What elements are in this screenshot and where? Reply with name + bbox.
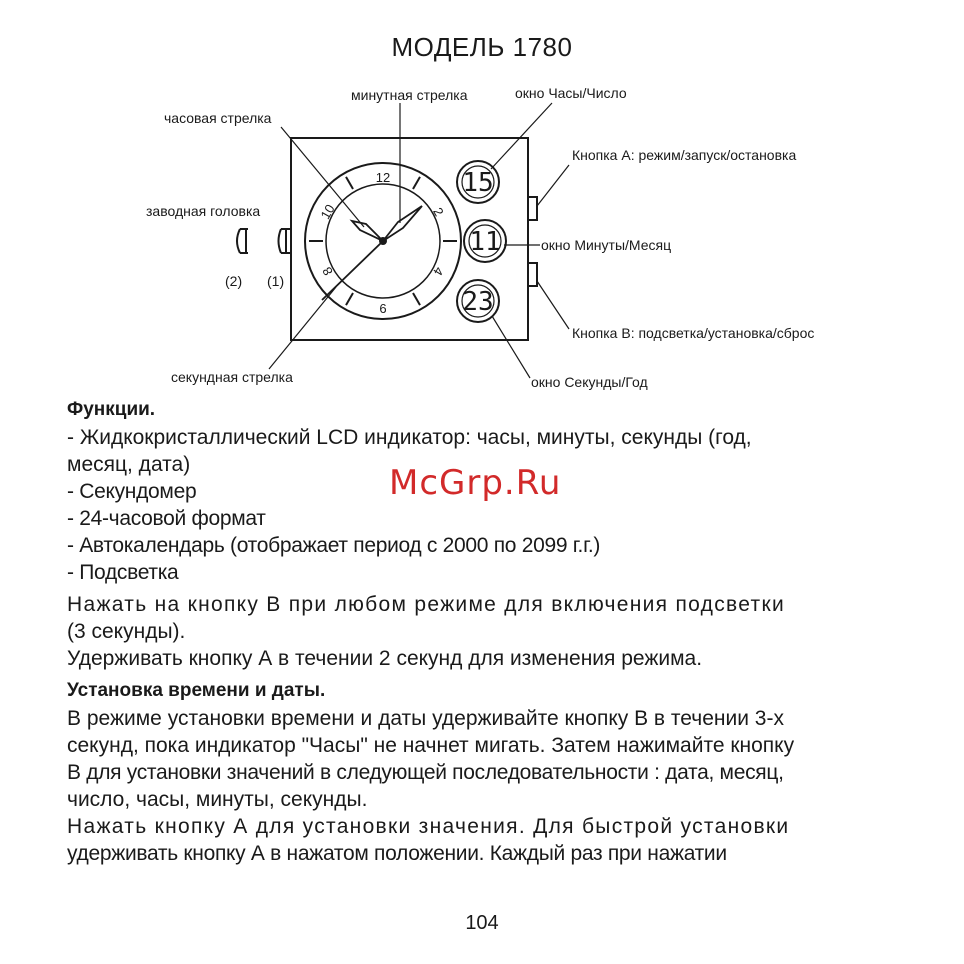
button-a[interactable]: [528, 197, 537, 220]
time-setting-heading: Установка времени и даты.: [67, 680, 326, 701]
label-seconds-year-window: окно Секунды/Год: [531, 374, 648, 390]
crown-position-1: [279, 229, 292, 253]
dial-number-12: 12: [375, 170, 391, 185]
functions-item: - Подсветка: [67, 561, 179, 584]
label-button-b: Кнопка В: подсветка/установка/сброс: [572, 325, 815, 341]
lcd-middle-value: 11: [469, 227, 501, 257]
button-b[interactable]: [528, 263, 537, 286]
label-crown-pos-1: (1): [267, 273, 285, 289]
functions-item: - Секундомер: [67, 480, 197, 503]
time-setting-line: В для установки значений в следующей последовательности : дата, месяц,: [67, 761, 784, 784]
watch-diagram: [0, 0, 964, 400]
lcd-top-value: 15: [462, 168, 494, 198]
label-second-hand: секундная стрелка: [171, 369, 293, 385]
label-minute-hand: минутная стрелка: [351, 87, 468, 103]
dial-tick: [413, 177, 420, 189]
page-number: 104: [465, 912, 499, 934]
label-crown-pos-2: (2): [225, 273, 243, 289]
dial-number-2: 2: [430, 204, 447, 219]
lcd-bottom-value: 23: [462, 287, 494, 317]
backlight-line: (3 секунды).: [67, 620, 186, 643]
crown-position-2: [237, 229, 248, 253]
dial-tick: [413, 293, 420, 305]
label-button-a: Кнопка А: режим/запуск/остановка: [572, 147, 797, 163]
time-setting-line: число, часы, минуты, секунды.: [67, 788, 368, 811]
time-setting-line: Нажать кнопку А для установки значения. Для быстрой установки: [67, 815, 790, 838]
backlight-line: Удерживать кнопку А в течении 2 секунд для изменения режима.: [67, 647, 703, 670]
time-setting-line: секунд, пока индикатор "Часы" не начнет мигать. Затем нажимайте кнопку: [67, 734, 795, 757]
time-setting-line: удерживать кнопку А в нажатом положении. Каждый раз при нажатии: [67, 842, 727, 865]
watermark: McGrp.Ru: [389, 463, 562, 503]
functions-item: - Автокалендарь (отображает период с 2000 по 2099 г.г.): [67, 534, 601, 557]
functions-item: месяц, дата): [67, 453, 191, 476]
label-minutes-month-window: окно Минуты/Месяц: [541, 237, 672, 253]
hour-hand: [352, 221, 383, 241]
label-crown: заводная головка: [146, 203, 261, 219]
functions-item: - Жидкокристаллический LCD индикатор: часы, минуты, секунды (год,: [67, 426, 752, 449]
label-hours-date-window: окно Часы/Число: [515, 85, 627, 101]
dial-number-4: 4: [430, 264, 447, 279]
functions-heading: Функции.: [67, 399, 156, 420]
label-hour-hand: часовая стрелка: [164, 110, 272, 126]
functions-item: - 24-часовой формат: [67, 507, 266, 530]
hand-pivot: [379, 237, 387, 245]
time-setting-line: В режиме установки времени и даты удерживайте кнопку В в течении 3-х: [67, 707, 784, 730]
dial-number-8: 8: [319, 264, 336, 279]
dial-number-10: 10: [317, 201, 338, 222]
dial-number-6: 6: [379, 301, 387, 316]
dial-tick: [346, 177, 353, 189]
dial-tick: [346, 293, 353, 305]
page-title: МОДЕЛЬ 1780: [391, 32, 573, 62]
minute-hand: [383, 206, 422, 241]
backlight-line: Нажать на кнопку В при любом режиме для включения подсветки: [67, 593, 785, 616]
